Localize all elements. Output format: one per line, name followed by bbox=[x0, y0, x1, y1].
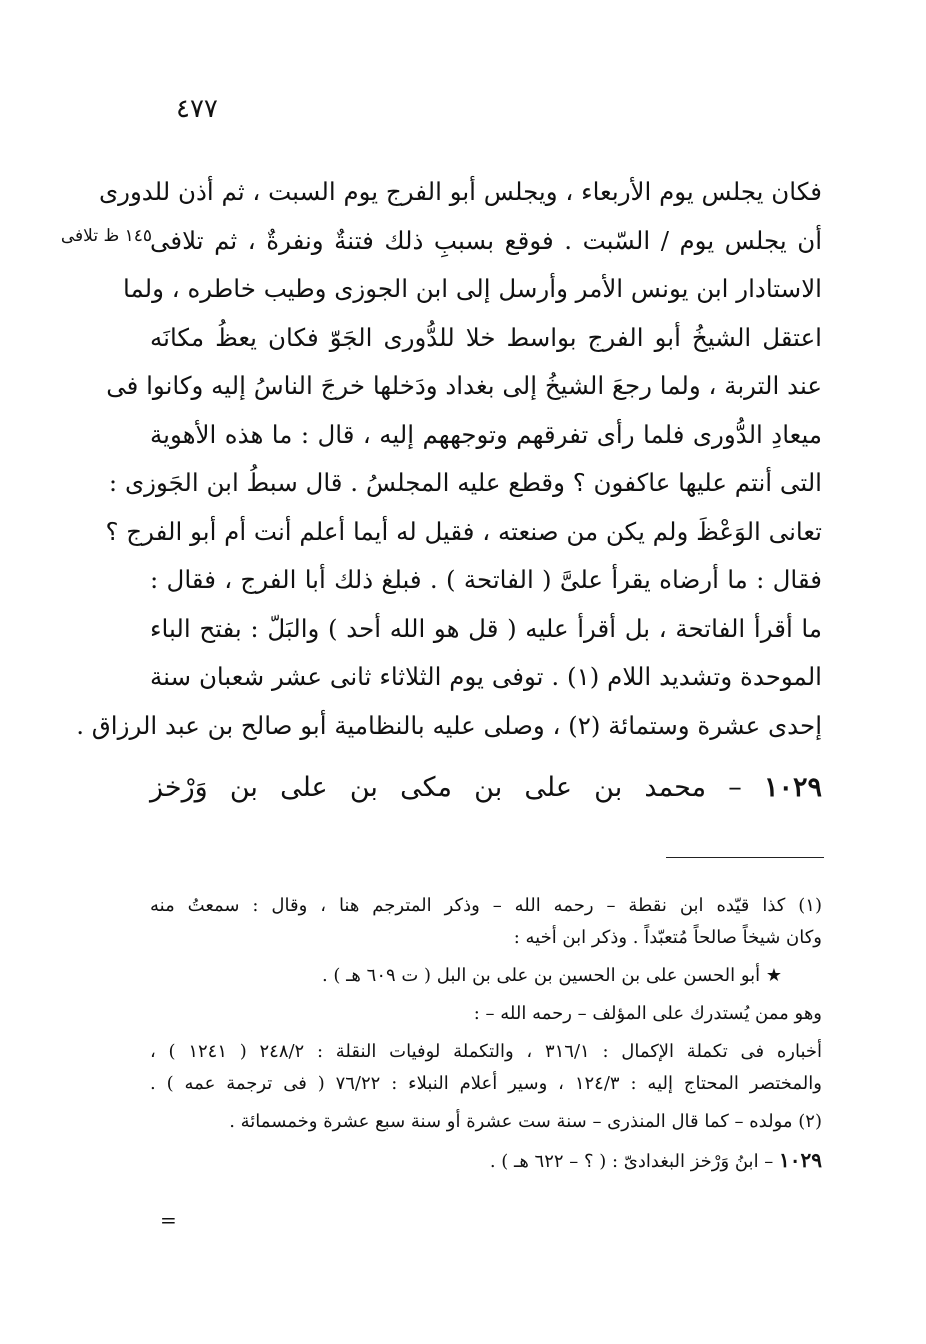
footnote-line-1: (١) كذا قيّده ابن نقطة – رحمه الله – وذكر المترجم هنا ، وقال : سمعتُ منه bbox=[150, 895, 822, 916]
body-line-6: ميعادِ الدُّورى فلما رأى تفرقهم وتوجههم إليه ، قال : ما هذه الأهوية bbox=[150, 419, 822, 449]
entry-heading bbox=[150, 764, 822, 812]
footnotes bbox=[150, 890, 822, 1178]
body-line-1: فكان يجلس يوم الأربعاء ، ويجلس أبو الفرج يوم السبت ، ثم أذن للدورى bbox=[98, 177, 822, 206]
body-line-3: الاستادار ابن يونس الأمر وأرسل إلى ابن الجوزى وطيب خاطره ، ولما bbox=[123, 274, 822, 303]
footnote-separator bbox=[666, 857, 824, 858]
body-line-8: تعانى الوَعْظَ ولم يكن من صنعته ، فقيل له أيما أعلم أنت أم أبو الفرج ؟ bbox=[105, 516, 822, 546]
page-number: ٤٧٧ bbox=[176, 94, 218, 124]
body-line-9: فقال : ما أرضاه يقرأ علىَّ ( الفاتحة ) . فبلغ ذلك أبا الفرج ، فقال : bbox=[150, 565, 822, 594]
body-line-2: أن يجلس يوم / السّبت . فوقع بسببِ ذلك فتنةٌ ونفرةٌ ، ثم تلافى bbox=[150, 225, 822, 255]
continuation-mark: = bbox=[160, 1208, 177, 1232]
footnote-line-5: أخباره فى تكملة الإكمال : ٣١٦/١ ، والتكملة لوفيات النقلة : ٢٤٨/٢ ( ١٢٤١ ) ، bbox=[150, 1041, 823, 1062]
entry-number: ١٠٢٩ bbox=[763, 772, 822, 803]
footnote-line-6: والمختصر المحتاج إليه : ١٢٤/٣ ، وسير أعلام النبلاء : ٧٦/٢٢ ( فى ترجمة عمه ) . bbox=[150, 1073, 822, 1094]
body-line-4: اعتقل الشيخُ أبو الفرج بواسط خلا للدُّورى الجَوّ فكان يعظُ مكانَه bbox=[150, 322, 822, 352]
body-line-5: عند التربة ، ولما رجعَ الشيخُ إلى بغداد ودَخلها خرجَ الناسُ إليه وكانوا فى bbox=[106, 371, 822, 400]
footnote-line-4: وهو ممن يُستدرك على المؤلف – رحمه الله – : bbox=[473, 1003, 822, 1024]
body-line-12: إحدى عشرة وستمائة (٢) ، وصلى عليه بالنظامية أبو صالح بن عبد الرزاق . bbox=[76, 710, 822, 740]
footnote-entry-line bbox=[150, 1144, 822, 1178]
footnote-entry-text: – ابنُ وَرْخز البغدادىّ : ( ؟ – ٦٢٢ هـ ) . bbox=[489, 1151, 774, 1172]
body-line-11: الموحدة وتشديد اللام (١) . توفى يوم الثلاثاء ثانى عشر شعبان سنة bbox=[150, 662, 822, 691]
margin-folio-label: ١٤٥ ظ تلافى bbox=[60, 226, 152, 246]
body-line-10: ما أقرأ الفاتحة ، بل أقرأ عليه ( قل هو الله أحد ) والبَلّ : بفتح الباء bbox=[150, 613, 822, 643]
footnote-line-2: وكان شيخاً صالحاً مُتعبّداً . وذكر ابن أخيه : bbox=[513, 927, 822, 948]
margin-folio-note bbox=[40, 226, 152, 246]
entry-name: محمد بن على بن مكى بن على بن وَرْخز bbox=[150, 772, 707, 803]
footnote-line-3: ★ أبو الحسن على بن الحسين بن على بن البل ( ت ٦٠٩ هـ ) . bbox=[321, 965, 782, 986]
body-line-7: التى أنتم عليها عاكفون ؟ وقطع عليه المجلسُ . قال سبطُ ابن الجَوزى : bbox=[108, 468, 822, 497]
entry-dash: – bbox=[728, 772, 742, 803]
footnote-entry-number: ١٠٢٩ bbox=[779, 1148, 822, 1172]
footnote-line-7: (٢) مولده – كما قال المنذرى – سنة ست عشرة أو سنة سبع عشرة وخمسمائة . bbox=[229, 1111, 822, 1132]
